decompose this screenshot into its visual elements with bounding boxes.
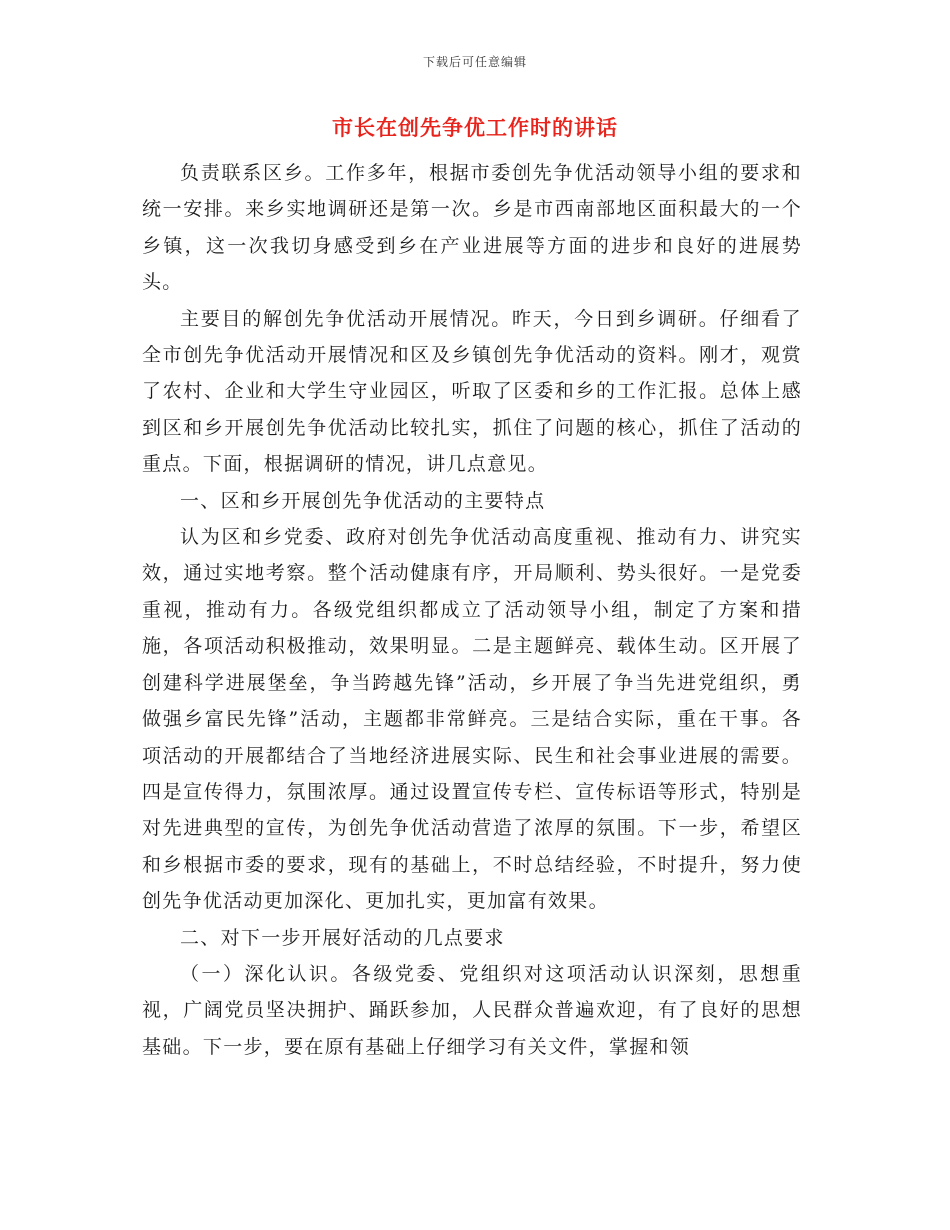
paragraph-requirement-one: （一）深化认识。各级党委、党组织对这项活动认识深刻，思想重视，广阔党员坚决拥护、踊跃参加，人民群众普遍欢迎，有了良好的思想基础。下一步，要在原有基础上仔细学习有关文件，掌握和领 — [142, 962, 802, 1058]
header-note: 下载后可任意编辑 — [422, 55, 527, 69]
document-body — [142, 155, 802, 1065]
paragraph-purpose: 主要目的解创先争优活动开展情况。昨天，今日到乡调研。仔细看了全市创先争优活动开展情况和区及乡镇创先争优活动的资料。刚才，观赏了农村、企业和大学生守业园区，听取了区委和乡的工作汇报。总体上感到区和乡开展创先争优活动比较扎实，抓住了问题的核心，抓住了活动的重点。下面，根据调研的情况，讲几点意见。 — [142, 307, 802, 476]
section-heading-two: 二、对下一步开展好活动的几点要求 — [180, 926, 505, 949]
section-heading-one: 一、区和乡开展创先争优活动的主要特点 — [180, 489, 546, 512]
document-title: 市长在创先争优工作时的讲话 — [332, 115, 618, 140]
paragraph-intro: 负责联系区乡。工作多年，根据市委创先争优活动领导小组的要求和统一安排。来乡实地调研还是第一次。乡是市西南部地区面积最大的一个乡镇，这一次我切身感受到乡在产业进展等方面的进步和良好的进展势头。 — [142, 162, 802, 294]
paragraph-features: 认为区和乡党委、政府对创先争优活动高度重视、推动有力、讲究实效，通过实地考察。整个活动健康有序，开局顺利、势头很好。一是党委重视，推动有力。各级党组织都成立了活动领导小组，制定了方案和措施，各项活动积极推动，效果明显。二是主题鲜亮、载体生动。区开展了创建科学进展堡垒，争当跨越先锋”活动，乡开展了争当先进党组织，勇做强乡富民先锋”活动，主题都非常鲜亮。三是结合实际，重在干事。各项活动的开展都结合了当地经济进展实际、民生和社会事业进展的需要。四是宣传得力，氛围浓厚。通过设置宣传专栏、宣传标语等形式，特别是对先进典型的宣传，为创先争优活动营造了浓厚的氛围。下一步，希望区和乡根据市委的要求，现有的基础上，不时总结经验，不时提升，努力使创先争优活动更加深化、更加扎实，更加富有效果。 — [142, 526, 802, 913]
